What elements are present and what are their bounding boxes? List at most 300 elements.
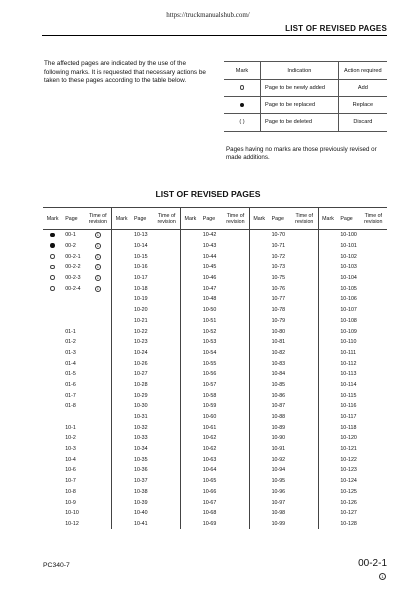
page-cell <box>62 294 84 305</box>
page-cell: 10-40 <box>134 510 148 517</box>
page-cell: 10-117 <box>340 414 357 421</box>
mark-cell <box>249 422 268 433</box>
revision-cell <box>291 433 318 444</box>
revision-cell <box>360 508 387 519</box>
revision-number: 1 <box>96 275 99 280</box>
mark-cell <box>181 412 200 423</box>
revision-cell <box>291 251 318 262</box>
mark-cell <box>181 262 200 273</box>
revision-cell <box>153 358 180 369</box>
page-cell: 10-107 <box>340 307 357 314</box>
revision-cell <box>153 401 180 412</box>
header-page: Page <box>131 208 153 230</box>
page-cell: 10-86 <box>271 392 286 399</box>
legend-action: Replace <box>338 97 387 114</box>
open-circle-icon <box>240 85 244 89</box>
revision-cell <box>222 422 249 433</box>
mark-cell <box>181 519 200 530</box>
header-mark: Mark <box>181 208 200 230</box>
page-cell: 10-127 <box>340 510 357 517</box>
mark-cell <box>112 422 131 433</box>
page-cell: 10-14 <box>134 243 148 250</box>
mark-cell <box>249 337 268 348</box>
legend-indication: Page to be replaced <box>261 97 339 114</box>
revision-cell <box>84 497 111 508</box>
revision-cell <box>291 465 318 476</box>
revision-cell <box>84 412 111 423</box>
mark-cell <box>112 412 131 423</box>
mark-cell <box>249 476 268 487</box>
revision-cell <box>153 348 180 359</box>
header-mark: Mark <box>43 208 62 230</box>
page-cell: 10-58 <box>202 392 217 399</box>
mark-cell <box>181 251 200 262</box>
legend-header-mark: Mark <box>224 62 261 80</box>
revision-cell <box>222 251 249 262</box>
page-cell: 10-62 <box>202 435 217 442</box>
header-mark: Mark <box>318 208 337 230</box>
page-cell: 10-8 <box>65 488 76 495</box>
open-circle-icon <box>50 254 54 258</box>
revision-cell <box>84 305 111 316</box>
revision-cell <box>360 412 387 423</box>
mark-cell <box>249 358 268 369</box>
page-cell: 10-68 <box>202 510 217 517</box>
page-cell: 01-3 <box>65 349 76 356</box>
revision-cell <box>153 519 180 530</box>
page-cell: 10-35 <box>134 456 148 463</box>
page-cell: 10-112 <box>340 360 357 367</box>
page-cell: 10-60 <box>202 414 217 421</box>
mark-cell <box>249 380 268 391</box>
table-row <box>43 465 387 476</box>
mark-cell <box>112 305 131 316</box>
page-cell: 10-84 <box>271 371 286 378</box>
filled-circle-icon <box>50 233 54 237</box>
page-cell: 10-118 <box>340 424 357 431</box>
revision-cell <box>360 316 387 327</box>
page-cell: 10-24 <box>134 349 148 356</box>
mark-cell <box>112 358 131 369</box>
mark-cell <box>112 283 131 294</box>
legend-table <box>224 61 387 132</box>
revision-cell <box>360 519 387 530</box>
page-cell: 10-31 <box>134 414 148 421</box>
revision-cell <box>291 294 318 305</box>
revision-cell <box>291 519 318 530</box>
mark-cell <box>181 230 200 241</box>
table-row <box>43 294 387 305</box>
mark-cell <box>181 444 200 455</box>
page-cell: 10-80 <box>271 328 286 335</box>
note-text: Pages having no marks are those previously revised or made additions. <box>226 146 377 162</box>
footer-page-number: 00-2-1 <box>358 558 387 569</box>
page-cell: 10-90 <box>271 435 286 442</box>
legend-indication: Page to be newly added <box>261 80 339 97</box>
table-row <box>43 283 387 294</box>
mark-cell <box>318 358 337 369</box>
open-circle-icon <box>50 275 54 279</box>
revision-number: 1 <box>96 286 99 291</box>
revision-cell <box>360 358 387 369</box>
page-cell: 10-65 <box>202 478 217 485</box>
revision-cell <box>222 519 249 530</box>
revision-cell <box>291 337 318 348</box>
table-row <box>43 433 387 444</box>
table-row <box>43 326 387 337</box>
revision-cell <box>222 262 249 273</box>
mark-cell <box>112 273 131 284</box>
legend-mark <box>224 80 261 97</box>
mark-cell <box>249 273 268 284</box>
page-cell: 10-13 <box>134 232 148 239</box>
page-cell: 10-10 <box>65 510 79 517</box>
revision-cell <box>84 273 111 284</box>
mark-cell <box>318 508 337 519</box>
mark-cell <box>43 497 62 508</box>
table-row <box>43 358 387 369</box>
revision-cell <box>153 273 180 284</box>
mark-cell <box>249 348 268 359</box>
page-cell: 10-30 <box>134 403 148 410</box>
legend-row-add <box>224 80 387 97</box>
mark-cell <box>249 283 268 294</box>
page-cell: 10-105 <box>340 285 357 292</box>
page-cell <box>62 316 84 327</box>
page-cell: 10-15 <box>134 253 148 260</box>
mark-cell <box>43 230 62 241</box>
revision-number: 1 <box>96 243 99 248</box>
revised-pages-table <box>43 207 387 529</box>
page-cell: 10-37 <box>134 478 148 485</box>
page-cell: 10-52 <box>202 328 217 335</box>
mark-cell <box>112 465 131 476</box>
mark-cell <box>43 241 62 252</box>
revision-cell <box>84 465 111 476</box>
revised-pages-title: LIST OF REVISED PAGES <box>155 189 261 199</box>
page-cell: 10-123 <box>340 467 357 474</box>
mark-cell <box>318 251 337 262</box>
mark-cell <box>112 454 131 465</box>
revision-cell <box>222 390 249 401</box>
page-cell: 10-69 <box>202 520 217 527</box>
page-cell: 10-70 <box>271 232 286 239</box>
mark-cell <box>318 390 337 401</box>
mark-cell <box>318 241 337 252</box>
revision-cell <box>291 369 318 380</box>
revision-cell <box>84 433 111 444</box>
mark-cell <box>43 262 62 273</box>
revision-cell <box>84 401 111 412</box>
revision-cell <box>84 519 111 530</box>
table-row <box>43 454 387 465</box>
filled-circle-icon <box>50 243 54 247</box>
revision-cell <box>291 316 318 327</box>
mark-cell <box>43 337 62 348</box>
mark-cell <box>112 444 131 455</box>
page-cell: 10-85 <box>271 381 286 388</box>
mark-cell <box>43 487 62 498</box>
revision-cell <box>222 305 249 316</box>
revision-cell <box>222 497 249 508</box>
revision-cell <box>291 422 318 433</box>
mark-cell <box>112 508 131 519</box>
revision-cell <box>360 251 387 262</box>
revision-cell <box>153 230 180 241</box>
page-cell: 01-4 <box>65 360 76 367</box>
mark-cell <box>249 454 268 465</box>
page-cell: 10-50 <box>202 307 217 314</box>
page-cell: 10-111 <box>340 349 357 356</box>
mark-cell <box>181 497 200 508</box>
revision-cell <box>84 294 111 305</box>
page-cell: 10-51 <box>202 317 217 324</box>
revision-cell <box>360 273 387 284</box>
page-cell: 10-3 <box>65 446 76 453</box>
page-cell: 01-7 <box>65 392 76 399</box>
mark-cell <box>318 412 337 423</box>
page-cell: 01-8 <box>65 403 76 410</box>
table-row <box>43 508 387 519</box>
revision-cell <box>222 294 249 305</box>
revision-cell <box>360 476 387 487</box>
revision-cell <box>222 369 249 380</box>
page-cell: 10-18 <box>134 285 148 292</box>
page-cell: 10-76 <box>271 285 286 292</box>
mark-cell <box>318 422 337 433</box>
mark-cell <box>318 230 337 241</box>
page-cell: 10-113 <box>340 371 357 378</box>
page-cell: 10-67 <box>202 499 217 506</box>
revision-cell <box>222 412 249 423</box>
header-rule <box>42 35 387 36</box>
revision-cell <box>360 380 387 391</box>
page-cell: 10-83 <box>271 360 286 367</box>
page-cell: 10-115 <box>340 392 357 399</box>
mark-cell <box>318 380 337 391</box>
revision-cell <box>153 390 180 401</box>
mark-cell <box>249 390 268 401</box>
revision-cell <box>153 283 180 294</box>
page-cell: 10-103 <box>340 264 357 271</box>
mark-cell <box>181 390 200 401</box>
table-row <box>43 251 387 262</box>
mark-cell <box>181 487 200 498</box>
revision-cell <box>360 401 387 412</box>
mark-cell <box>249 305 268 316</box>
mark-cell <box>181 326 200 337</box>
page-cell: 10-97 <box>271 499 286 506</box>
mark-cell <box>43 401 62 412</box>
header-time: Time of revision <box>291 208 318 230</box>
legend-action: Add <box>338 80 387 97</box>
mark-cell <box>43 454 62 465</box>
revision-cell <box>222 401 249 412</box>
revision-cell <box>360 241 387 252</box>
revision-cell <box>291 326 318 337</box>
table-row <box>43 412 387 423</box>
table-row <box>43 401 387 412</box>
revision-cell <box>360 337 387 348</box>
page-cell: 10-124 <box>340 478 357 485</box>
mark-cell <box>181 465 200 476</box>
revision-cell <box>153 412 180 423</box>
mark-cell <box>181 305 200 316</box>
mark-cell <box>181 422 200 433</box>
page-cell: 00-2-4 <box>65 285 81 292</box>
mark-cell <box>112 230 131 241</box>
mark-cell <box>181 401 200 412</box>
mark-cell <box>249 519 268 530</box>
page-cell: 10-87 <box>271 403 286 410</box>
page-cell: 10-48 <box>202 296 217 303</box>
page-cell: 10-72 <box>271 253 286 260</box>
mark-cell <box>249 326 268 337</box>
mark-cell <box>318 262 337 273</box>
page-cell: 10-55 <box>202 360 217 367</box>
page-cell: 10-32 <box>134 424 148 431</box>
mark-cell <box>181 348 200 359</box>
revision-cell <box>360 294 387 305</box>
mark-cell <box>318 401 337 412</box>
page-cell: 10-102 <box>340 253 357 260</box>
page-cell: 10-66 <box>202 488 217 495</box>
page-cell: 10-36 <box>134 467 148 474</box>
mark-cell <box>249 316 268 327</box>
revision-cell <box>84 358 111 369</box>
page-cell: 10-109 <box>340 328 357 335</box>
mark-cell <box>112 348 131 359</box>
revision-cell <box>360 444 387 455</box>
revision-cell <box>84 326 111 337</box>
mark-cell <box>43 273 62 284</box>
page-cell: 01-5 <box>65 371 76 378</box>
mark-cell <box>181 454 200 465</box>
revision-cell <box>291 380 318 391</box>
footer-revision-mark: 1 <box>379 573 386 580</box>
revision-cell <box>360 230 387 241</box>
mark-cell <box>249 294 268 305</box>
page-cell: 10-21 <box>134 317 148 324</box>
revision-cell <box>291 262 318 273</box>
page-cell: 10-16 <box>134 264 148 271</box>
page-cell: 10-94 <box>271 467 286 474</box>
revision-cell <box>291 487 318 498</box>
revision-cell <box>84 337 111 348</box>
mark-cell <box>318 444 337 455</box>
table-row <box>43 497 387 508</box>
revision-cell <box>360 390 387 401</box>
revision-cell <box>291 358 318 369</box>
page-cell: 10-41 <box>134 520 148 527</box>
intro-text: The affected pages are indicated by the use of the following marks. It is requested that necessary actions be taken to these pages according to the table below. <box>44 60 206 85</box>
revision-cell <box>291 401 318 412</box>
mark-cell <box>181 476 200 487</box>
page-cell: 10-63 <box>202 456 217 463</box>
page-cell: 10-26 <box>134 360 148 367</box>
page-cell: 10-47 <box>202 285 217 292</box>
revision-cell <box>84 241 111 252</box>
revision-cell <box>291 497 318 508</box>
page-cell: 10-45 <box>202 264 217 271</box>
mark-cell <box>112 262 131 273</box>
mark-cell <box>181 358 200 369</box>
header-mark: Mark <box>112 208 131 230</box>
page-cell: 10-77 <box>271 296 286 303</box>
mark-cell <box>318 497 337 508</box>
page-cell: 10-91 <box>271 446 286 453</box>
revision-cell <box>291 230 318 241</box>
page-cell: 10-106 <box>340 296 357 303</box>
revision-cell <box>222 241 249 252</box>
page-cell: 10-42 <box>202 232 217 239</box>
revision-cell <box>153 433 180 444</box>
mark-cell <box>112 401 131 412</box>
page-cell: 10-89 <box>271 424 286 431</box>
page-cell: 10-2 <box>65 435 76 442</box>
page-cell: 10-71 <box>271 243 286 250</box>
page-cell: 10-1 <box>65 424 76 431</box>
revision-cell <box>153 337 180 348</box>
revision-cell <box>84 230 111 241</box>
page-cell: 10-4 <box>65 456 76 463</box>
mark-cell <box>249 508 268 519</box>
table-row <box>43 380 387 391</box>
revision-cell <box>222 337 249 348</box>
table-row <box>43 230 387 241</box>
header-mark: Mark <box>249 208 268 230</box>
page-cell: 10-57 <box>202 381 217 388</box>
page-cell: 10-20 <box>134 307 148 314</box>
legend-indication: Page to be deleted <box>261 114 339 131</box>
page-cell: 00-2 <box>65 243 76 250</box>
page-cell: 01-1 <box>65 328 76 335</box>
page-cell <box>62 412 84 423</box>
table-row <box>43 348 387 359</box>
revision-cell <box>84 444 111 455</box>
revision-cell <box>84 422 111 433</box>
mark-cell <box>43 508 62 519</box>
mark-cell <box>318 305 337 316</box>
page-cell: 10-128 <box>340 520 357 527</box>
mark-cell <box>112 476 131 487</box>
revision-cell <box>360 305 387 316</box>
page-cell: 10-7 <box>65 478 76 485</box>
mark-cell <box>112 251 131 262</box>
page-cell: 10-44 <box>202 253 217 260</box>
revision-cell <box>291 444 318 455</box>
revised-table-body <box>43 230 387 530</box>
revision-cell <box>360 348 387 359</box>
page-cell: 10-99 <box>271 520 286 527</box>
page-cell: 10-108 <box>340 317 357 324</box>
revision-cell <box>153 497 180 508</box>
revision-cell <box>360 283 387 294</box>
header-page: Page <box>62 208 84 230</box>
page-cell: 10-27 <box>134 371 148 378</box>
mark-cell <box>181 283 200 294</box>
mark-cell <box>181 337 200 348</box>
revision-cell <box>360 465 387 476</box>
revision-cell <box>84 487 111 498</box>
page-cell: 10-82 <box>271 349 286 356</box>
mark-cell <box>112 337 131 348</box>
revision-cell <box>222 273 249 284</box>
revision-cell <box>84 251 111 262</box>
mark-cell <box>43 326 62 337</box>
table-row <box>43 390 387 401</box>
revision-number: 1 <box>96 254 99 259</box>
